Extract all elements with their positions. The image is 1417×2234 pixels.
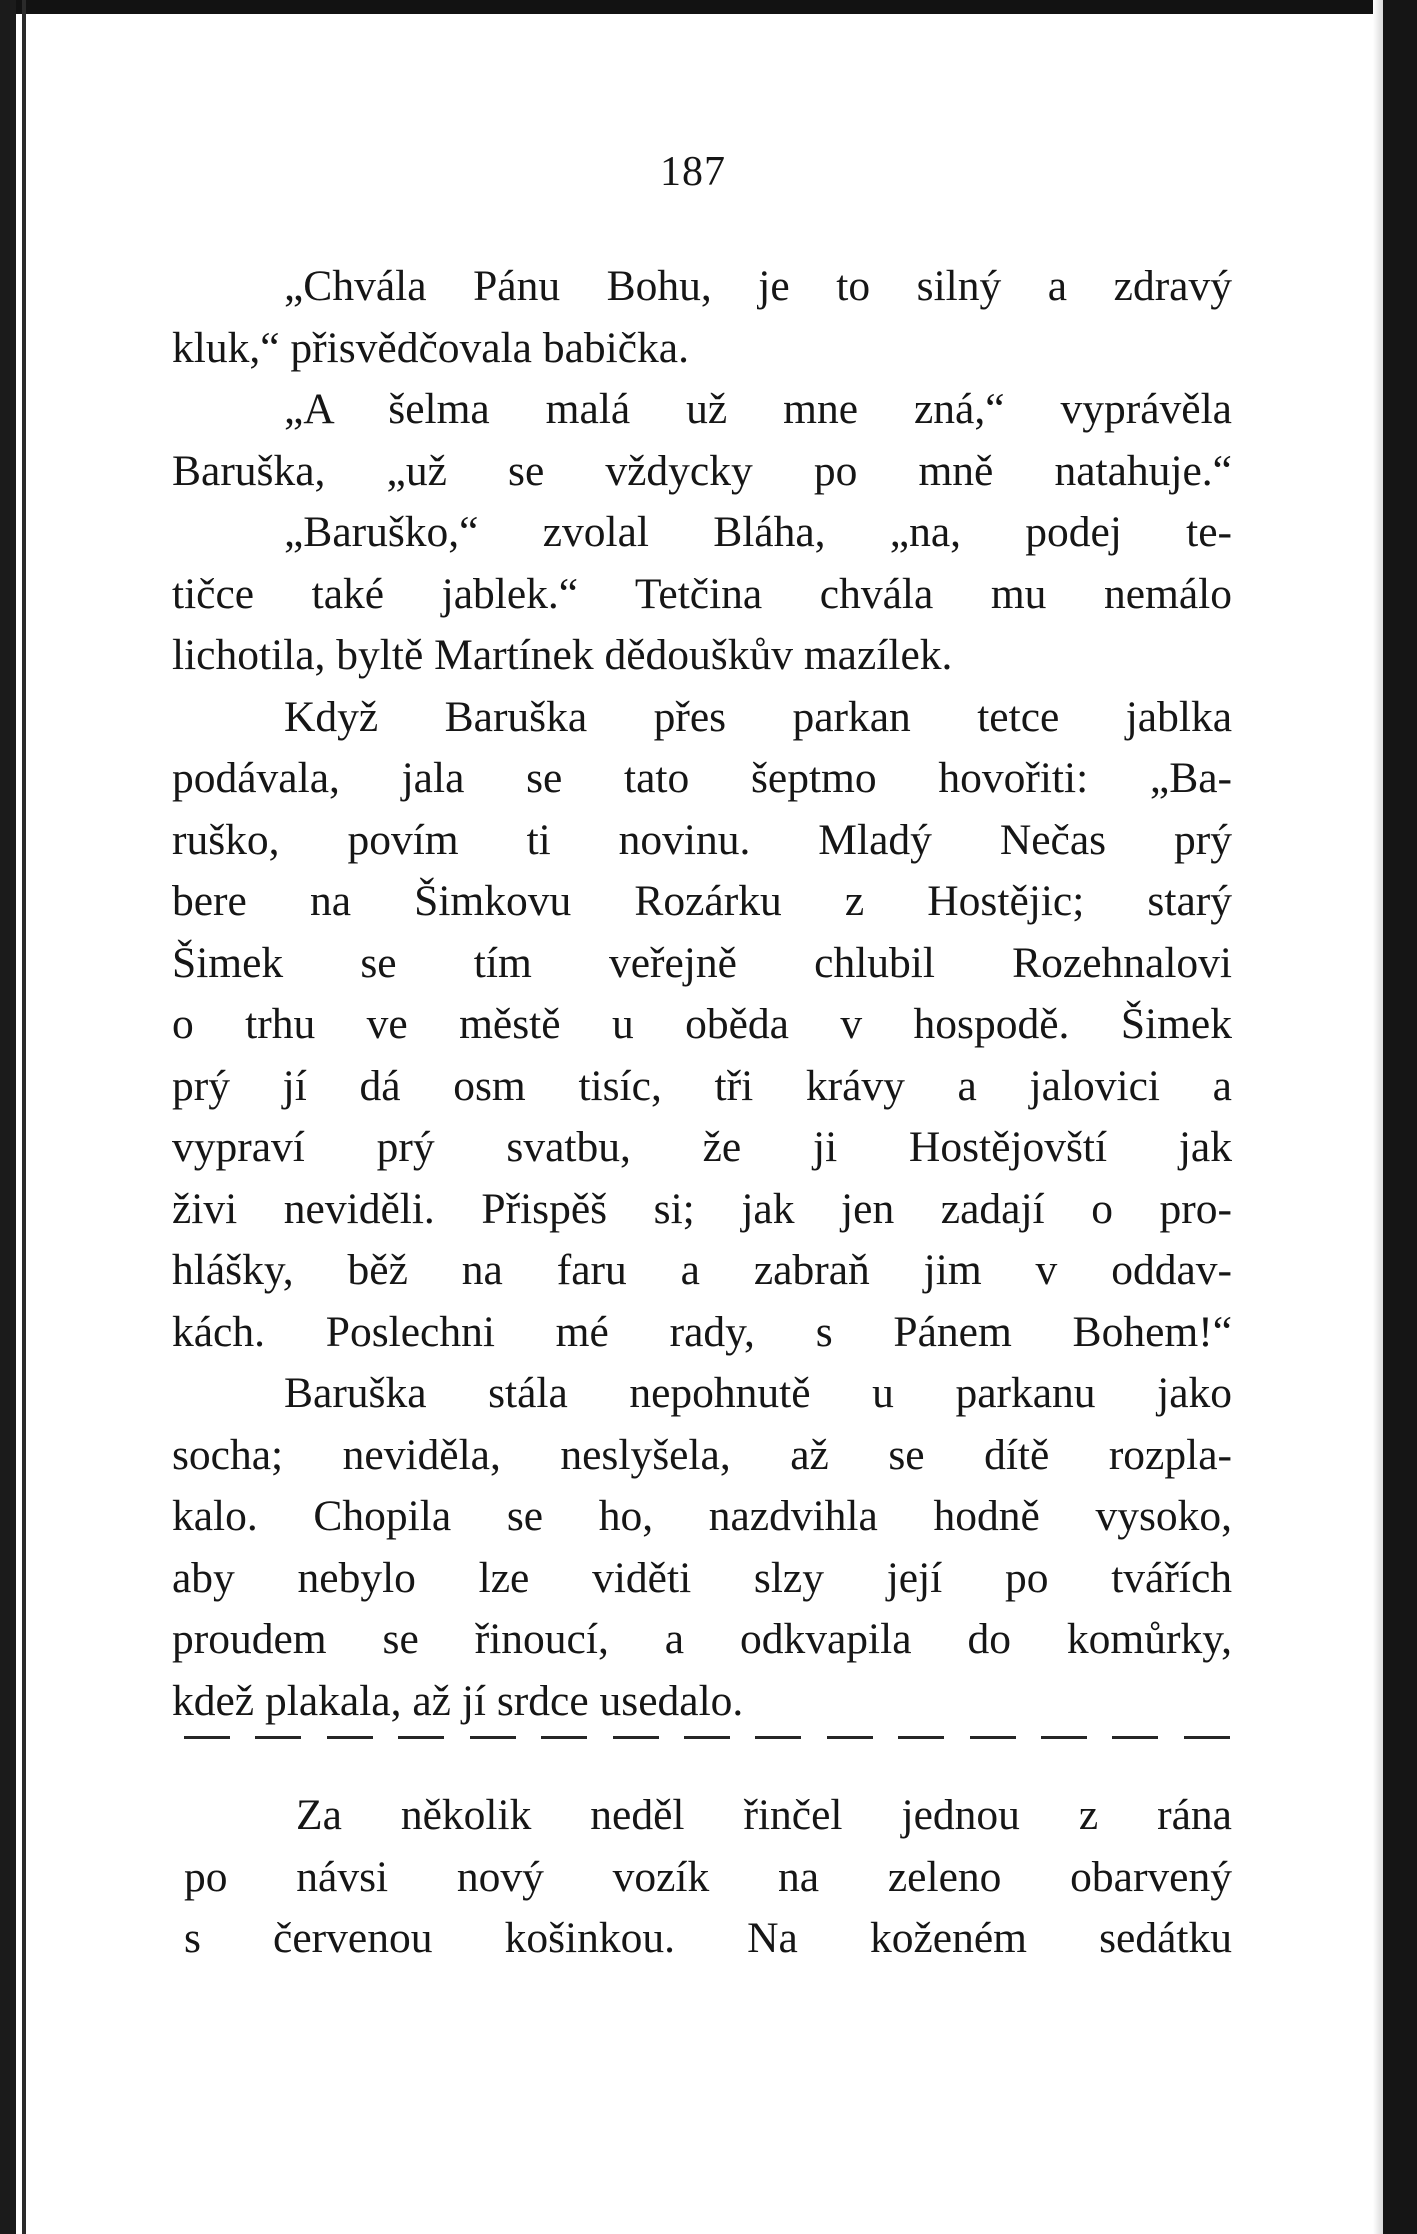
separator-dash [470, 1736, 516, 1739]
text-line: Za několik neděl řinčel jednou z rána [296, 1791, 1232, 1839]
separator-dash [398, 1736, 444, 1739]
text-line: s červenou košinkou. Na koženém sedátku [184, 1914, 1232, 1962]
separator-dash [255, 1736, 301, 1739]
separator-dash [684, 1736, 730, 1739]
text-line: bere na Šimkovu Rozárku z Hostějic; starý [172, 877, 1232, 925]
text-line: hlášky, běž na faru a zabraň jim v oddav- [172, 1246, 1232, 1294]
text-line: kluk,“ přisvědčovala babička. [172, 323, 689, 372]
text-line: aby nebylo lze viděti slzy její po tvářích [172, 1553, 1232, 1602]
text-line: ruško, povím ti novinu. Mladý Nečas prý [172, 815, 1232, 864]
text-line: „Baruško,“ zvolal Bláha, „na, podej te- [284, 508, 1232, 556]
scan-top-edge [0, 0, 1417, 14]
separator-dash [1184, 1736, 1230, 1739]
separator-dash [327, 1736, 373, 1739]
text-line: proudem se řinoucí, a odkvapila do komůrky, [172, 1615, 1232, 1663]
separator-dash [898, 1736, 944, 1739]
separator-dash [541, 1736, 587, 1739]
scan-right-shadow [1373, 0, 1383, 2234]
text-line: Když Baruška přes parkan tetce jablka [284, 692, 1232, 741]
separator-dash [970, 1736, 1016, 1739]
text-line: „A šelma malá už mne zná,“ vyprávěla [284, 385, 1232, 433]
text-line: kalo. Chopila se ho, nazdvihla hodně vysoko, [172, 1492, 1232, 1540]
text-line: o trhu ve městě u oběda v hospodě. Šimek [172, 1000, 1232, 1048]
separator-dash [827, 1736, 873, 1739]
page-number: 187 [660, 149, 726, 195]
text-line: socha; neviděla, neslyšela, až se dítě rozpla- [172, 1430, 1232, 1479]
separator-dash [613, 1736, 659, 1739]
scan-binding-line [22, 0, 26, 2234]
text-line: kách. Poslechni mé rady, s Pánem Bohem!“ [172, 1307, 1232, 1356]
body-text-block-2 [184, 1785, 1232, 1970]
text-line: podávala, jala se tato šeptmo hovořiti: „Ba- [172, 754, 1232, 802]
text-line: vypraví prý svatbu, že ji Hostějovští jak [172, 1123, 1232, 1171]
text-line: tičce také jablek.“ Tetčina chvála mu nemálo [172, 569, 1232, 618]
text-line: po návsi nový vozík na zeleno obarvený [184, 1852, 1232, 1901]
section-separator [184, 1736, 1230, 1740]
text-line: kdež plakala, až jí srdce usedalo. [172, 1676, 744, 1725]
separator-dash [1041, 1736, 1087, 1739]
text-line: prý jí dá osm tisíc, tři krávy a jalovici a [172, 1061, 1232, 1110]
scan-left-edge [0, 0, 16, 2234]
text-line: „Chvála Pánu Bohu, je to silný a zdravý [284, 262, 1232, 310]
body-text-block-1 [172, 256, 1232, 1732]
text-line: lichotila, byltě Martínek dědouškův mazílek. [172, 631, 953, 679]
scan-right-edge [1383, 0, 1417, 2234]
separator-dash [755, 1736, 801, 1739]
text-line: živi neviděli. Přispěš si; jak jen zadají o pro- [172, 1184, 1232, 1233]
text-line: Baruška stála nepohnutě u parkanu jako [284, 1369, 1232, 1417]
separator-dash [184, 1736, 230, 1739]
separator-dash [1112, 1736, 1158, 1739]
text-line: Baruška, „už se vždycky po mně natahuje.“ [172, 446, 1232, 495]
text-line: Šimek se tím veřejně chlubil Rozehnalovi [172, 938, 1232, 987]
